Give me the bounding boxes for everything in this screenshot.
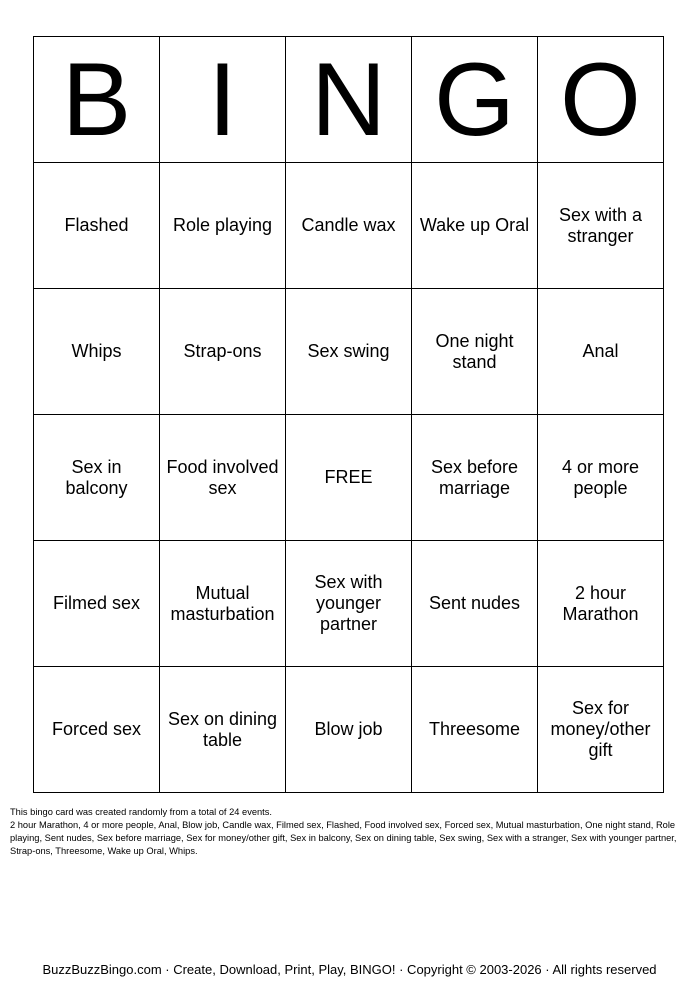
bingo-cell: Anal bbox=[538, 289, 664, 415]
bingo-cell: One night stand bbox=[412, 289, 538, 415]
bingo-header-row bbox=[34, 37, 664, 163]
bingo-cell: Sex on dining table bbox=[160, 667, 286, 793]
bingo-cell: Whips bbox=[34, 289, 160, 415]
bingo-cell: Blow job bbox=[286, 667, 412, 793]
header-letter-n: N bbox=[286, 37, 412, 163]
header-letter-b: B bbox=[34, 37, 160, 163]
header-letter-i: I bbox=[160, 37, 286, 163]
bingo-cell: Wake up Oral bbox=[412, 163, 538, 289]
bingo-cell: Sex for money/other gift bbox=[538, 667, 664, 793]
header-letter-o: O bbox=[538, 37, 664, 163]
bingo-cell: Sex swing bbox=[286, 289, 412, 415]
site-credit: BuzzBuzzBingo.com · Create, Download, Print, Play, BINGO! · Copyright © 2003-2026 · All rights reserved bbox=[42, 962, 657, 977]
bingo-cell: Role playing bbox=[160, 163, 286, 289]
footnote-event-list: 2 hour Marathon, 4 or more people, Anal, Blow job, Candle wax, Filmed sex, Flashed, Food involved sex, Forced sex, Mutual masturbation, One night stand, Role playing, Sent nudes, Sex before marriage, Sex for money/other gift, Sex in balcony, Sex on dining table, Sex swing, Sex with a stranger, Sex with younger partner, Strap-ons, Threesome, Wake up Oral, Whips. bbox=[10, 820, 677, 856]
bingo-card bbox=[33, 36, 664, 793]
bingo-cell: Forced sex bbox=[34, 667, 160, 793]
bingo-cell: Flashed bbox=[34, 163, 160, 289]
header-letter-g: G bbox=[412, 37, 538, 163]
bingo-cell: Sex in balcony bbox=[34, 415, 160, 541]
bingo-cell: Strap-ons bbox=[160, 289, 286, 415]
free-space-cell: FREE bbox=[286, 415, 412, 541]
card-footnote bbox=[10, 806, 690, 858]
bingo-cell: Filmed sex bbox=[34, 541, 160, 667]
bingo-cell: Food involved sex bbox=[160, 415, 286, 541]
bingo-cell: Sent nudes bbox=[412, 541, 538, 667]
bingo-cell: Threesome bbox=[412, 667, 538, 793]
bingo-cell: Sex with younger partner bbox=[286, 541, 412, 667]
bingo-cell: 2 hour Marathon bbox=[538, 541, 664, 667]
bingo-row bbox=[34, 667, 664, 793]
bingo-cell: Mutual masturbation bbox=[160, 541, 286, 667]
bingo-row bbox=[34, 541, 664, 667]
footnote-intro: This bingo card was created randomly from a total of 24 events. bbox=[10, 807, 272, 817]
bingo-cell: Sex before marriage bbox=[412, 415, 538, 541]
bingo-cell: Candle wax bbox=[286, 163, 412, 289]
bingo-cell: 4 or more people bbox=[538, 415, 664, 541]
bingo-row bbox=[34, 163, 664, 289]
bingo-row bbox=[34, 415, 664, 541]
bingo-row bbox=[34, 289, 664, 415]
bingo-cell: Sex with a stranger bbox=[538, 163, 664, 289]
